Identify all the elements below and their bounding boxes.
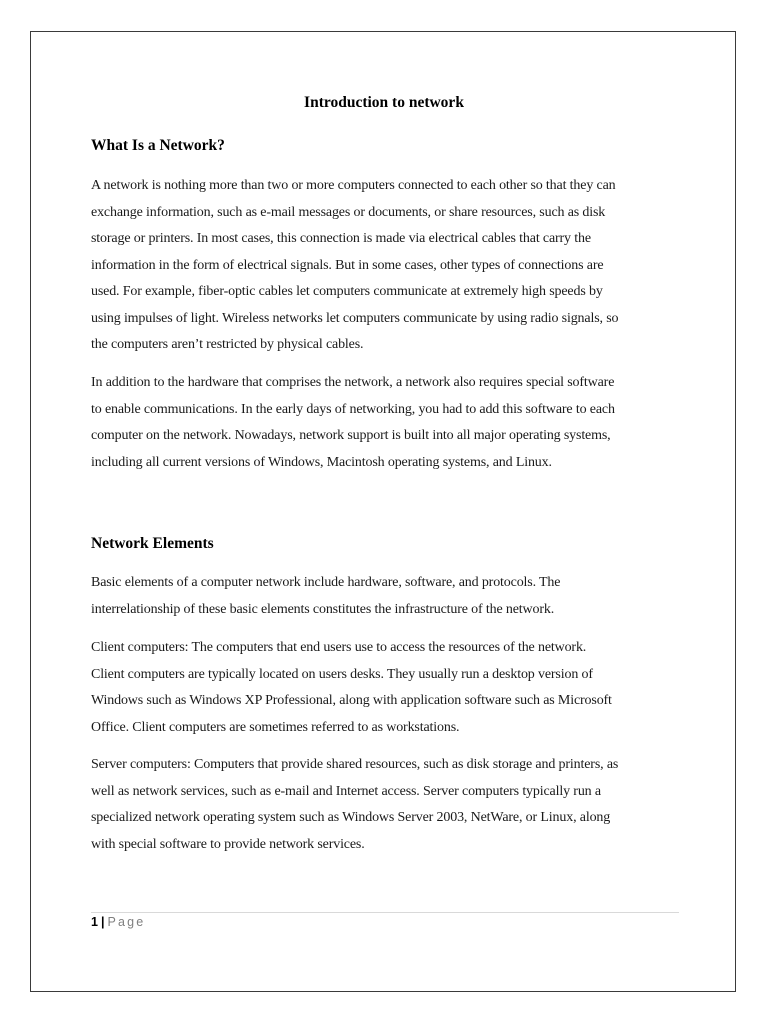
text-line: Office. Client computers are sometimes referred to as workstations. [91, 719, 460, 735]
text-line: using impulses of light. Wireless networks let computers communicate by using radio signals, so [91, 310, 619, 326]
footer-divider [91, 912, 679, 913]
section-heading-what-is-a-network: What Is a Network? [91, 137, 225, 154]
text-line: to enable communications. In the early days of networking, you had to add this software to each [91, 401, 615, 417]
text-line: computer on the network. Nowadays, network support is built into all major operating systems, [91, 428, 611, 443]
text-line: with special software to provide network services. [91, 836, 365, 852]
paragraph [91, 570, 681, 623]
text-line: Client computers: The computers that end users use to access the resources of the network. [91, 640, 587, 655]
text-line: used. For example, fiber-optic cables let computers communicate at extremely high speeds by [91, 284, 603, 299]
text-line: the computers aren’t restricted by physical cables. [91, 337, 364, 352]
section-heading-network-elements: Network Elements [91, 535, 214, 552]
text-line: information in the form of electrical signals. But in some cases, other types of connections are [91, 257, 604, 273]
text-line: exchange information, such as e-mail messages or documents, or share resources, such as disk [91, 204, 606, 220]
footer-separator: | [100, 915, 105, 929]
document-page [30, 31, 736, 992]
paragraph [91, 635, 681, 741]
paragraph [91, 173, 681, 359]
text-line: A network is nothing more than two or more computers connected to each other so that they can [91, 178, 616, 193]
text-line: including all current versions of Windows, Macintosh operating systems, and Linux. [91, 454, 552, 470]
text-line: specialized network operating system such as Windows Server 2003, NetWare, or Linux, along [91, 810, 611, 825]
text-line: In addition to the hardware that comprises the network, a network also requires special software [91, 375, 615, 390]
page-number: 1 [91, 915, 98, 929]
text-line: storage or printers. In most cases, this connection is made via electrical cables that carry the [91, 231, 591, 246]
text-line: Windows such as Windows XP Professional, along with application software such as Microsoft [91, 693, 612, 708]
document-title: Introduction to network [304, 94, 464, 111]
text-line: Client computers are typically located on users desks. They usually run a desktop version of [91, 666, 593, 682]
text-line: Server computers: Computers that provide shared resources, such as disk storage and printers, as [91, 757, 619, 772]
text-line: Basic elements of a computer network include hardware, software, and protocols. The [91, 575, 561, 590]
page-footer [91, 915, 145, 929]
text-line: well as network services, such as e-mail and Internet access. Server computers typically run a [91, 783, 601, 799]
page-label: Page [107, 915, 146, 929]
paragraph [91, 370, 681, 476]
text-line: interrelationship of these basic elements constitutes the infrastructure of the network. [91, 601, 555, 617]
paragraph [91, 752, 681, 858]
